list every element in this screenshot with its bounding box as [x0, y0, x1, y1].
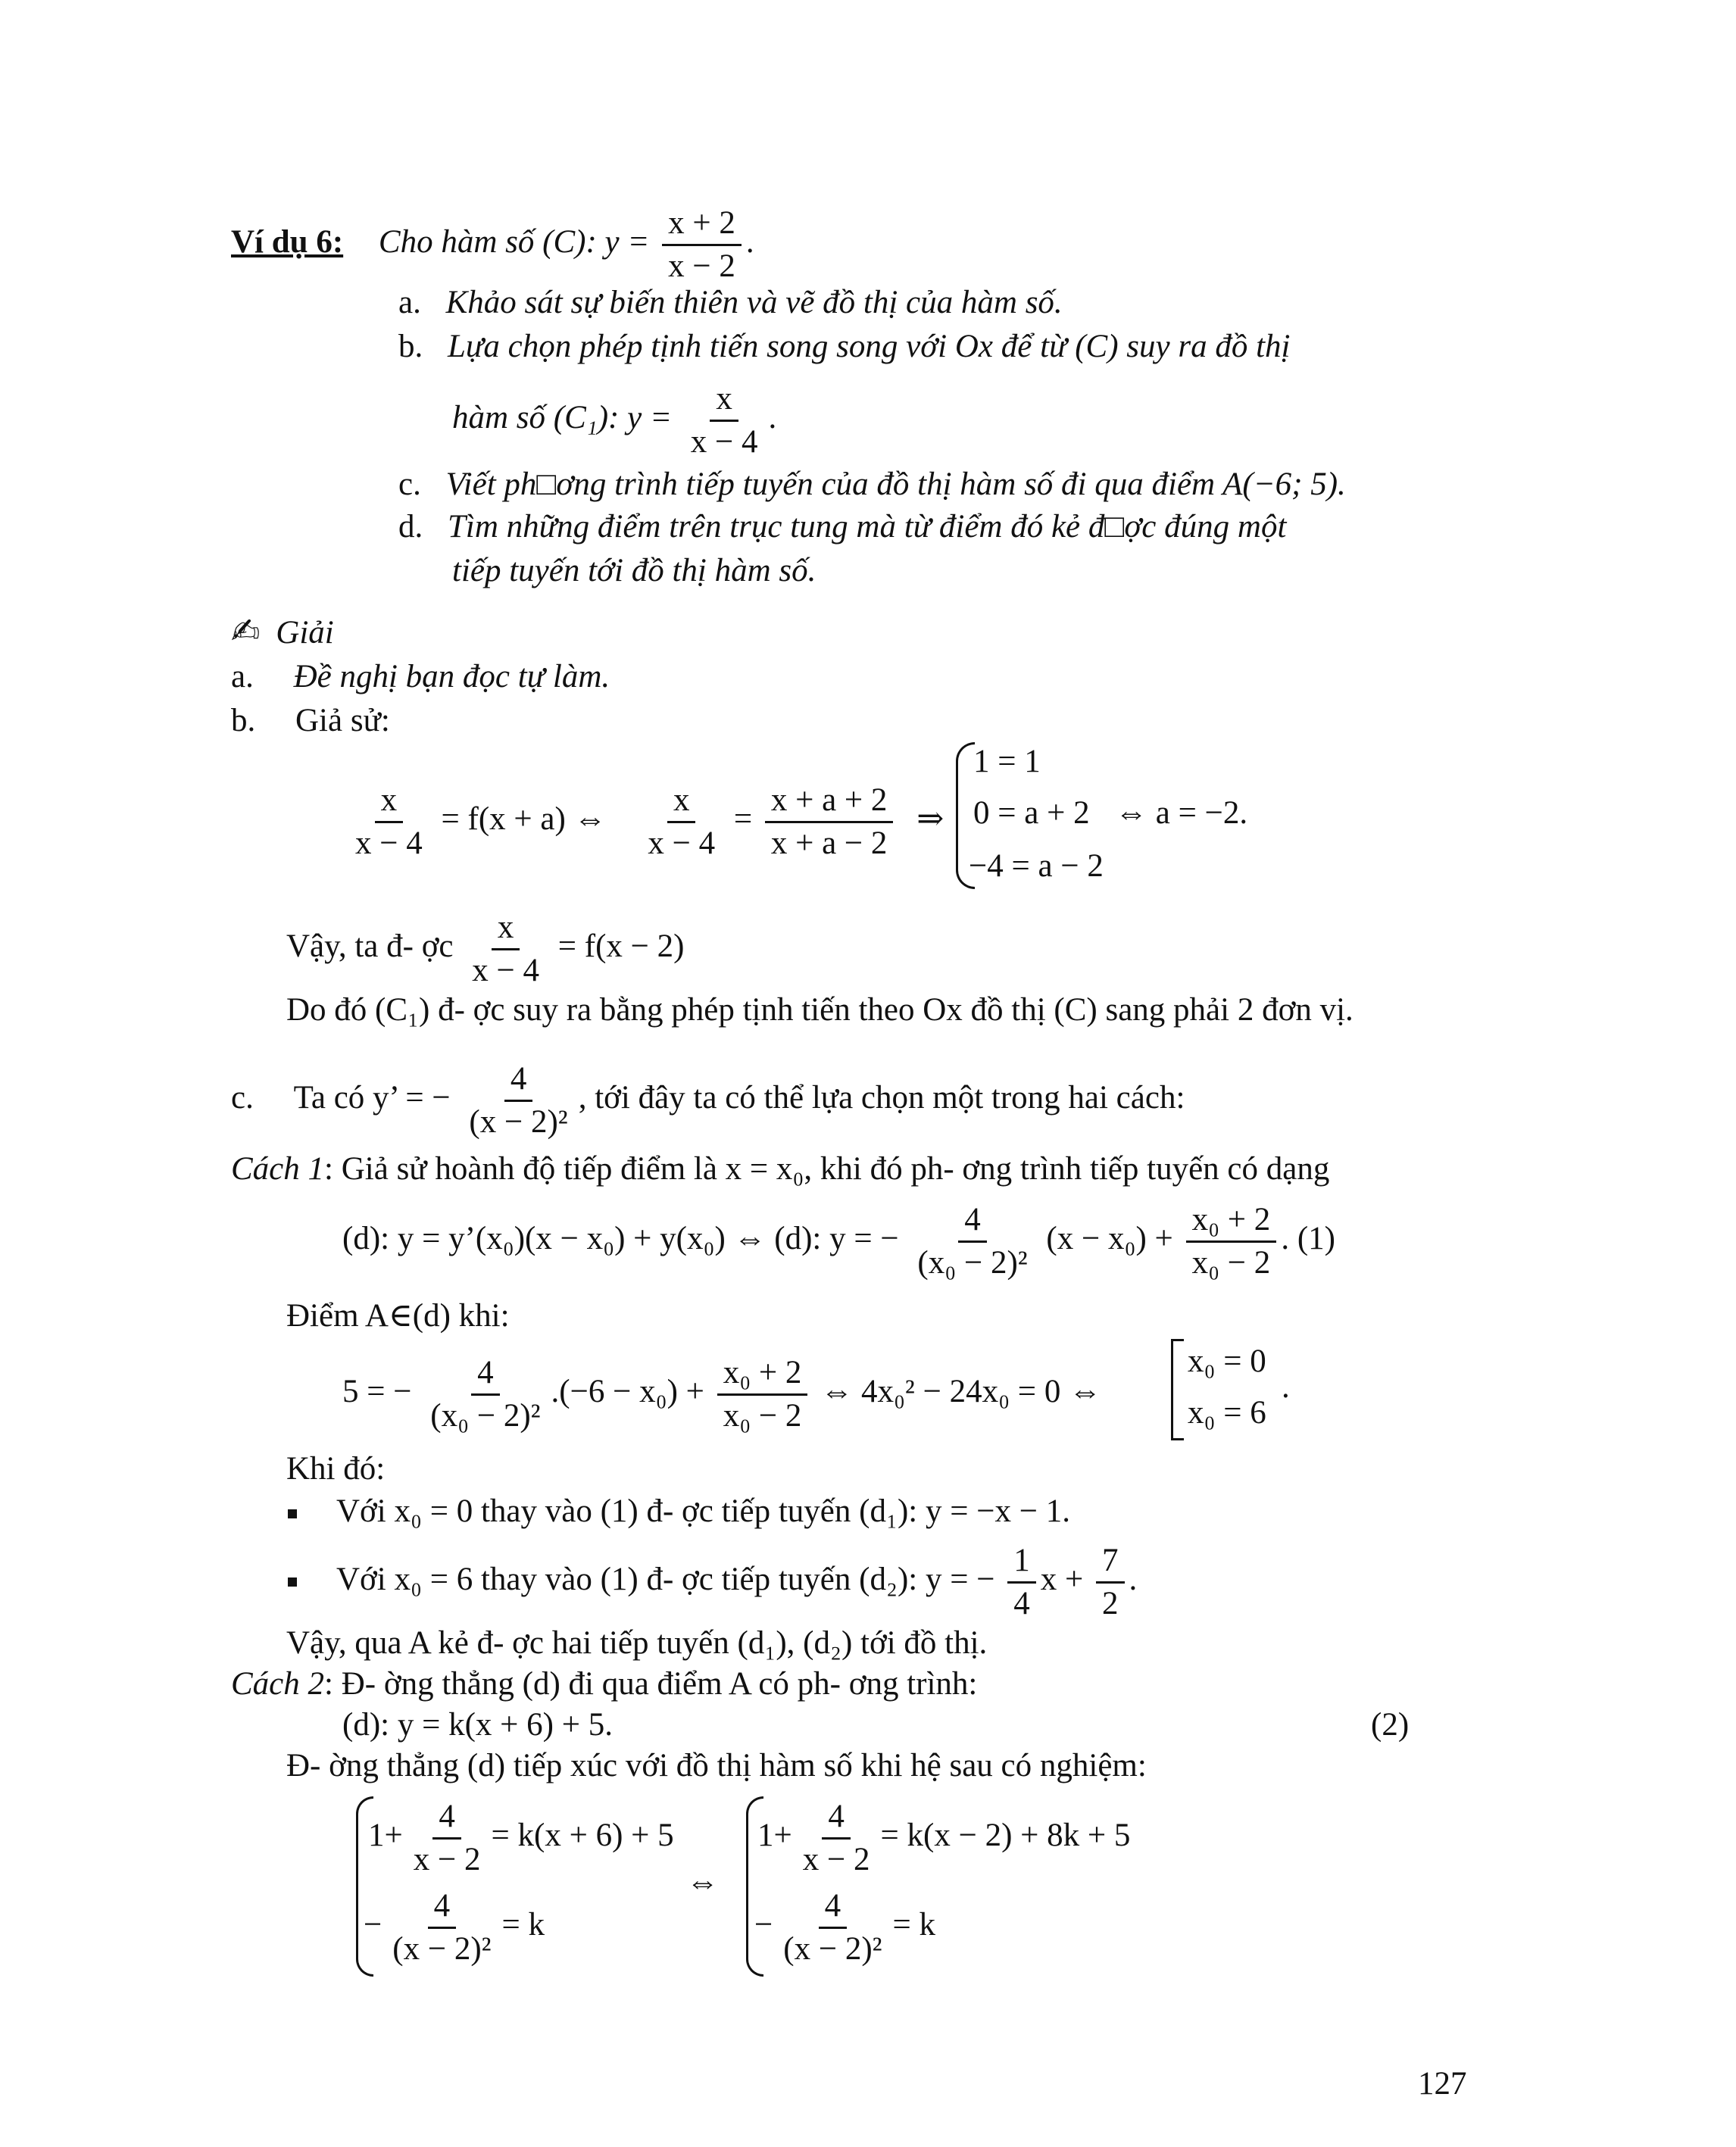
task-a-marker: a. — [398, 285, 421, 320]
bullet-2 — [288, 1540, 1137, 1624]
sysA1-frac — [407, 1796, 487, 1880]
eq5-sol1: x₀ = 0 — [1188, 1343, 1266, 1379]
vay-post: = f(x − 2) — [557, 928, 685, 965]
sysB2-pre: − — [754, 1907, 773, 1943]
eq5-post: ⇔ 4x₀² − 24x₀ = 0 ⇔ — [820, 1374, 1102, 1410]
bullet-2-num2: 7 — [1096, 1540, 1125, 1584]
task-b-line1 — [398, 330, 1291, 363]
eq1-f1-num: x — [375, 780, 404, 823]
task-c-marker: c. — [398, 467, 421, 502]
cach2-line — [231, 1668, 977, 1700]
sysA2-den: (x − 2)² — [392, 1930, 492, 1967]
solution-a-marker: a. — [231, 659, 254, 694]
bullet-2-pre: Với x₀ = 6 thay vào (1) đ- ợc tiếp tuyến (d₂): y = − — [336, 1562, 995, 1598]
bullet-icon — [288, 1577, 297, 1587]
task-a — [398, 286, 1063, 319]
bullet-2-num1: 1 — [1007, 1540, 1036, 1584]
part-c-den: (x − 2)² — [469, 1103, 568, 1140]
part-c-pre: Ta có y’ = − — [293, 1080, 451, 1116]
sysB2-frac — [777, 1886, 888, 1970]
sysA1-pre: 1+ — [368, 1818, 403, 1854]
eq5-frac2 — [717, 1353, 808, 1437]
example-fraction — [662, 203, 742, 287]
solution-a-text: Đề nghị bạn đọc tự làm. — [293, 659, 610, 694]
tangent-equation — [342, 1200, 1335, 1284]
cach1-text: : Giả sử hoành độ tiếp điểm là x = x₀, khi đó ph- ơng trình tiếp tuyến có dạng — [324, 1151, 1330, 1187]
sysB2-den: (x − 2)² — [783, 1930, 882, 1967]
task-b-numerator: x — [710, 379, 738, 422]
solution-b — [231, 704, 390, 737]
eq1-f2-den: x − 4 — [648, 825, 716, 861]
d-eq-den1: (x₀ − 2)² — [917, 1244, 1028, 1281]
bullet-1 — [288, 1495, 1070, 1528]
task-d-line2: tiếp tuyến tới đồ thị hàm số. — [452, 553, 816, 588]
example-label: Ví dụ 6: — [231, 224, 344, 261]
vay-den: x − 4 — [472, 952, 540, 988]
solution-title: Giải — [276, 615, 334, 651]
vay-line — [286, 907, 685, 991]
dodo-line: Do đó (C₁) đ- ợc suy ra bằng phép tịnh tiến theo Ox đồ thị (C) sang phải 2 đơn vị. — [286, 992, 1354, 1028]
cach2-label: Cách 2 — [231, 1666, 325, 1702]
sysB2-num: 4 — [819, 1886, 848, 1929]
part-c-marker: c. — [231, 1080, 254, 1116]
sysA2-post: = k — [501, 1907, 545, 1943]
sysA1-post: = k(x + 6) + 5 — [491, 1818, 674, 1854]
vay-frac — [466, 907, 545, 991]
d-eq-tag: . (1) — [1281, 1221, 1335, 1257]
eq5-den2: x₀ − 2 — [723, 1397, 802, 1434]
example-numerator: x + 2 — [662, 203, 742, 246]
bullet-2-frac1 — [1007, 1540, 1036, 1624]
sysB1-den: x − 2 — [802, 1841, 870, 1877]
khido-line: Khi đó: — [286, 1451, 386, 1487]
solution-b-marker: b. — [231, 703, 256, 738]
equation-shift — [345, 780, 944, 864]
systemB-row1 — [757, 1796, 1130, 1880]
eq1-implies: ⇒ — [916, 801, 944, 838]
task-b-text2: hàm số (C₁): y = — [452, 400, 672, 436]
bullet-2-end: . — [1129, 1562, 1138, 1598]
eq1-f3-num: x + a + 2 — [765, 780, 894, 823]
eq5-num2: x₀ + 2 — [717, 1353, 808, 1396]
eq1-frac1 — [349, 780, 429, 864]
solution-a — [231, 660, 610, 693]
eq1-sys1: 1 = 1 — [973, 744, 1041, 779]
sysA2-num: 4 — [428, 1886, 457, 1929]
sysA1-num: 4 — [432, 1796, 461, 1840]
eq5-solution-bracket — [1171, 1339, 1184, 1440]
line-d: (d): y = k(x + 6) + 5. — [342, 1707, 613, 1743]
page-number: 127 — [1418, 2066, 1467, 2102]
sysB1-num: 4 — [822, 1796, 851, 1840]
eq1-frac3 — [765, 780, 894, 864]
task-d-text1: Tìm những điểm trên trục tung mà từ điểm đó kẻ đ□ợc đúng một — [448, 509, 1287, 545]
part-c-post: , tới đây ta có thể lựa chọn một trong hai cách: — [578, 1080, 1185, 1116]
task-c — [398, 468, 1346, 501]
eq5-num1: 4 — [471, 1353, 500, 1396]
eq1-sys2: 0 = a + 2 — [973, 795, 1090, 831]
eq1-result: ⇔ a = −2. — [1115, 795, 1248, 831]
sysB1-frac — [797, 1796, 876, 1880]
task-b-text1: Lựa chọn phép tịnh tiến song song với Ox để từ (C) suy ra đồ thị — [448, 329, 1291, 364]
eq5-frac1 — [424, 1353, 546, 1437]
bullet-2-frac2 — [1096, 1540, 1125, 1624]
cach2-text: : Đ- ờng thẳng (d) đi qua điểm A có ph- ơng trình: — [324, 1666, 978, 1702]
systemA-row1 — [368, 1796, 674, 1880]
cach1-line — [231, 1153, 1329, 1185]
tiepxuc-line: Đ- ờng thẳng (d) tiếp xúc với đồ thị hàm số khi hệ sau có nghiệm: — [286, 1748, 1147, 1783]
d-eq-frac2 — [1186, 1200, 1277, 1284]
vay-num: x — [492, 907, 520, 950]
task-d-line1 — [398, 510, 1286, 543]
part-c-line — [231, 1059, 1185, 1143]
task-b-line2 — [452, 379, 776, 463]
tag-2: (2) — [1371, 1707, 1410, 1743]
diem-line: Điểm A∈(d) khi: — [286, 1298, 510, 1334]
systemB-row2 — [754, 1886, 935, 1970]
eq1-f2-num: x — [667, 780, 696, 823]
cach1-label: Cách 1 — [231, 1151, 325, 1187]
solution-heading — [231, 610, 334, 651]
example-intro: Cho hàm số (C): y = — [378, 224, 650, 261]
task-b-marker: b. — [398, 329, 423, 364]
bullet-2-mid: x + — [1040, 1562, 1084, 1598]
sysB1-pre: 1+ — [757, 1818, 792, 1854]
task-c-text: Viết ph□ơng trình tiếp tuyến của đồ thị hàm số đi qua điểm A(−6; 5). — [445, 467, 1346, 502]
eq1-f1-den: x − 4 — [355, 825, 423, 861]
eq1-eq: = — [733, 801, 753, 838]
eq1-f3-den: x + a − 2 — [770, 825, 888, 861]
solution-b-text: Giả sử: — [295, 703, 390, 738]
d-eq-mid: (x − x₀) + — [1046, 1221, 1173, 1257]
eq1-sys3: −4 = a − 2 — [969, 848, 1104, 884]
eq5-sol2: x₀ = 6 — [1188, 1395, 1266, 1431]
d-eq-den2: x₀ − 2 — [1191, 1244, 1271, 1281]
sysA2-pre: − — [364, 1907, 382, 1943]
d-eq-num1: 4 — [958, 1200, 987, 1243]
eq1-mid: = f(x + a) ⇔ — [441, 801, 607, 838]
task-b-end: . — [768, 400, 777, 436]
systemA-row2 — [364, 1886, 545, 1970]
part-c-num: 4 — [504, 1059, 533, 1102]
vay2-line: Vậy, qua A kẻ đ- ợc hai tiếp tuyến (d₁), (d₂) tới đồ thị. — [286, 1625, 988, 1661]
sysB2-post: = k — [892, 1907, 936, 1943]
eq5-mid: .(−6 − x₀) + — [551, 1374, 704, 1410]
eq5-end: . — [1282, 1369, 1290, 1405]
eq5-den1: (x₀ − 2)² — [430, 1397, 541, 1434]
bullet-2-den2: 2 — [1102, 1585, 1119, 1621]
pencil-icon: ✍ — [231, 610, 261, 651]
d-eq-frac1 — [911, 1200, 1033, 1284]
example-denominator: x − 2 — [668, 248, 735, 284]
example-heading — [231, 203, 754, 287]
task-b-denominator: x − 4 — [690, 423, 758, 460]
bullet-2-den1: 4 — [1013, 1585, 1030, 1621]
vay-pre: Vậy, ta đ- ợc — [286, 928, 454, 965]
part-c-frac — [463, 1059, 573, 1143]
equiv-symbol: ⇔ — [686, 1865, 719, 1900]
d-eq-num2: x₀ + 2 — [1186, 1200, 1277, 1243]
sysB1-post: = k(x − 2) + 8k + 5 — [880, 1818, 1131, 1854]
task-d-marker: d. — [398, 509, 423, 545]
eq5-pre: 5 = − — [342, 1374, 412, 1410]
task-a-text: Khảo sát sự biến thiên và vẽ đồ thị của hàm số. — [445, 285, 1063, 320]
eq1-frac2 — [642, 780, 721, 864]
d-eq-pre: (d): y = y’(x₀)(x − x₀) + y(x₀) ⇔ (d): y = − — [342, 1221, 899, 1257]
task-b-fraction — [685, 379, 764, 463]
example-end: . — [745, 224, 754, 261]
sysA2-frac — [386, 1886, 497, 1970]
bullet-1-text: Với x₀ = 0 thay vào (1) đ- ợc tiếp tuyến (d₁): y = −x − 1. — [336, 1493, 1070, 1529]
condition-equation — [342, 1353, 1101, 1437]
bullet-icon — [288, 1509, 297, 1518]
sysA1-den: x − 2 — [413, 1841, 481, 1877]
